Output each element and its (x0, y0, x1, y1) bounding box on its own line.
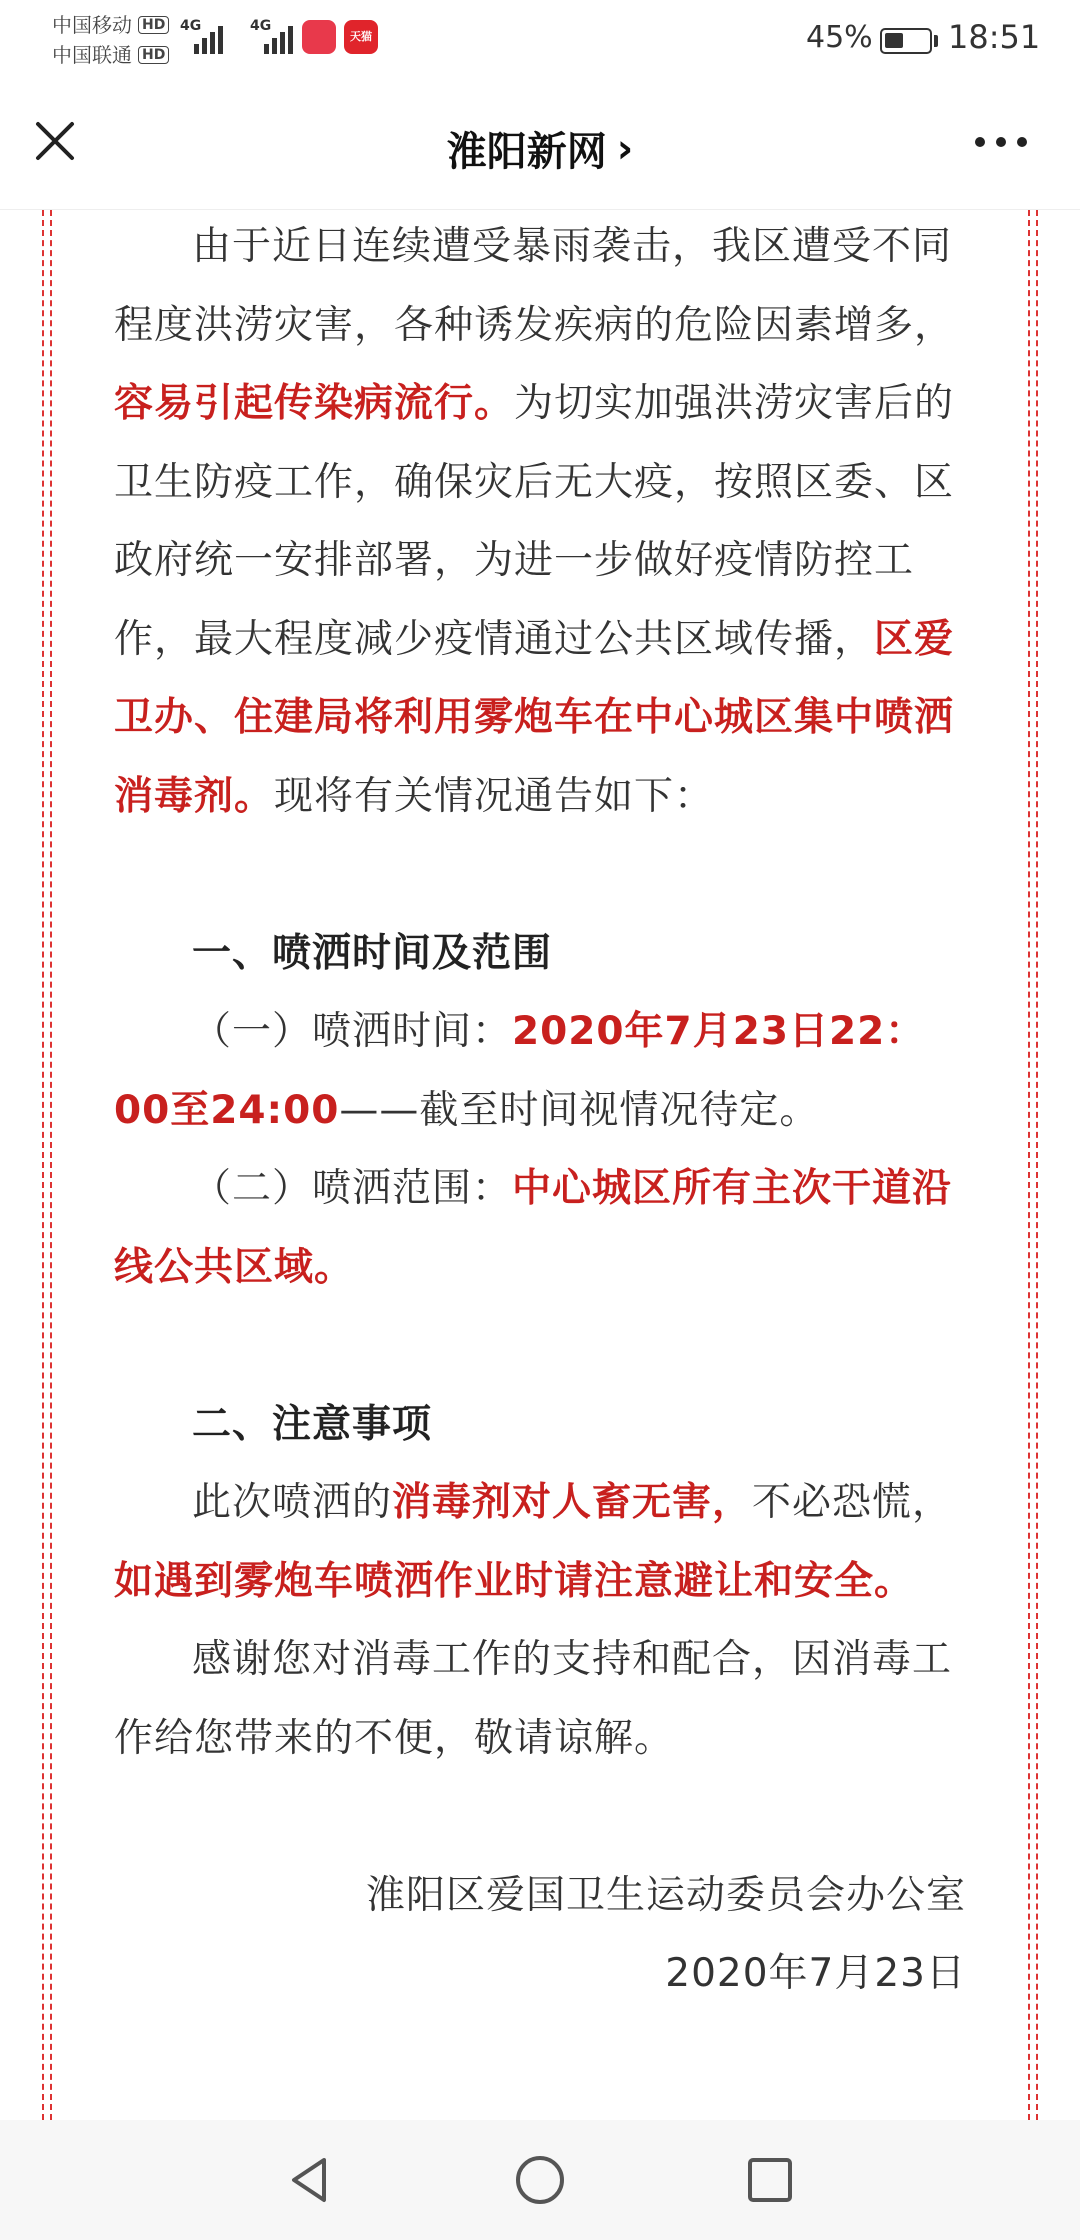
section-2-heading: 二、注意事项 (192, 1401, 433, 1447)
intro-text-3: 现将有关情况通告如下： (274, 773, 715, 819)
section-2-paragraph (114, 1464, 966, 1621)
more-icon[interactable] (975, 130, 1035, 154)
carrier-info (52, 10, 169, 70)
item-1-time: 2020年7月23日22：00至24:00 (114, 1009, 926, 1133)
carrier-2: 中国联通 (52, 43, 132, 67)
battery-level-fill (885, 33, 903, 48)
intro-highlight-2: 区爱卫办、住建局将利用雾炮车在中心城区集中喷洒消毒剂。 (114, 616, 955, 819)
battery-tip (934, 35, 938, 47)
frame-line-right-inner (1028, 210, 1030, 2120)
nav-title-text: 淮阳新网 (446, 129, 607, 175)
signal-1-icon (180, 18, 236, 54)
battery-percent: 45% (806, 20, 873, 55)
intro-highlight-1: 容易引起传染病流行。 (114, 381, 515, 426)
spacer (114, 836, 966, 915)
thanks-paragraph: 感谢您对消毒工作的支持和配合，因消毒工作给您带来的不便，敬请谅解。 (114, 1637, 953, 1761)
hd-badge-2: HD (138, 46, 169, 64)
signal-2-label: 4G (250, 18, 272, 34)
section-1-item-1 (114, 993, 966, 1150)
huawei-app-icon (302, 20, 336, 54)
signature-date: 2020年7月23日 (665, 1951, 966, 1996)
intro-text-2: 为切实加强洪涝灾害后的卫生防疫工作，确保灾后无大疫，按照区委、区政府统一安排部署，为进一步做好疫情防控工作，最大程度减少疫情通过公共区域传播， (114, 381, 955, 662)
battery-icon (880, 28, 932, 54)
spacer (114, 1307, 966, 1386)
signal-2-icon (250, 18, 306, 54)
clock: 18:51 (948, 18, 1041, 56)
notice-text-2: 不必恐慌， (752, 1480, 953, 1525)
signal-1-label: 4G (180, 18, 202, 34)
item-2-label: （二）喷洒范围： (192, 1166, 513, 1211)
spacer (114, 1778, 966, 1857)
item-1-tail: ——截至时间视情况待定。 (339, 1087, 820, 1133)
intro-paragraph (114, 208, 966, 836)
section-1-heading: 一、喷洒时间及范围 (192, 930, 553, 976)
notice-highlight-2: 如遇到雾炮车喷洒作业时请注意避让和安全。 (114, 1558, 915, 1604)
item-1-label: （一）喷洒时间： (192, 1009, 513, 1054)
recent-square-icon[interactable] (740, 2150, 800, 2210)
frame-line-right-outer (1036, 210, 1038, 2120)
carrier-1: 中国移动 (52, 13, 132, 37)
top-nav-bar (0, 80, 1080, 210)
home-circle-icon[interactable] (510, 2150, 570, 2210)
section-1-item-2 (114, 1150, 966, 1307)
frame-line-left-inner (50, 210, 52, 2120)
notice-highlight-1: 消毒剂对人畜无害， (392, 1480, 753, 1525)
hd-badge-1: HD (138, 16, 169, 34)
back-triangle-icon[interactable] (280, 2150, 340, 2210)
chevron-right-icon: › (616, 125, 634, 172)
tmall-app-icon: 天猫 (344, 20, 378, 54)
article-body (114, 210, 966, 2014)
notice-text-1: 此次喷洒的 (192, 1480, 393, 1525)
intro-text-1: 由于近日连续遭受暴雨袭击，我区遭受不同程度洪涝灾害，各种诱发疾病的危险因素增多， (114, 224, 955, 348)
status-bar (0, 0, 1080, 80)
system-nav-bar (0, 2120, 1080, 2240)
frame-line-left-outer (42, 210, 44, 2120)
nav-title[interactable] (0, 120, 1080, 177)
signal-group (180, 18, 306, 54)
item-2-range: 中心城区所有主次干道沿线公共区域。 (114, 1166, 953, 1290)
signature: 淮阳区爱国卫生运动委员会办公室 (365, 1872, 966, 1918)
